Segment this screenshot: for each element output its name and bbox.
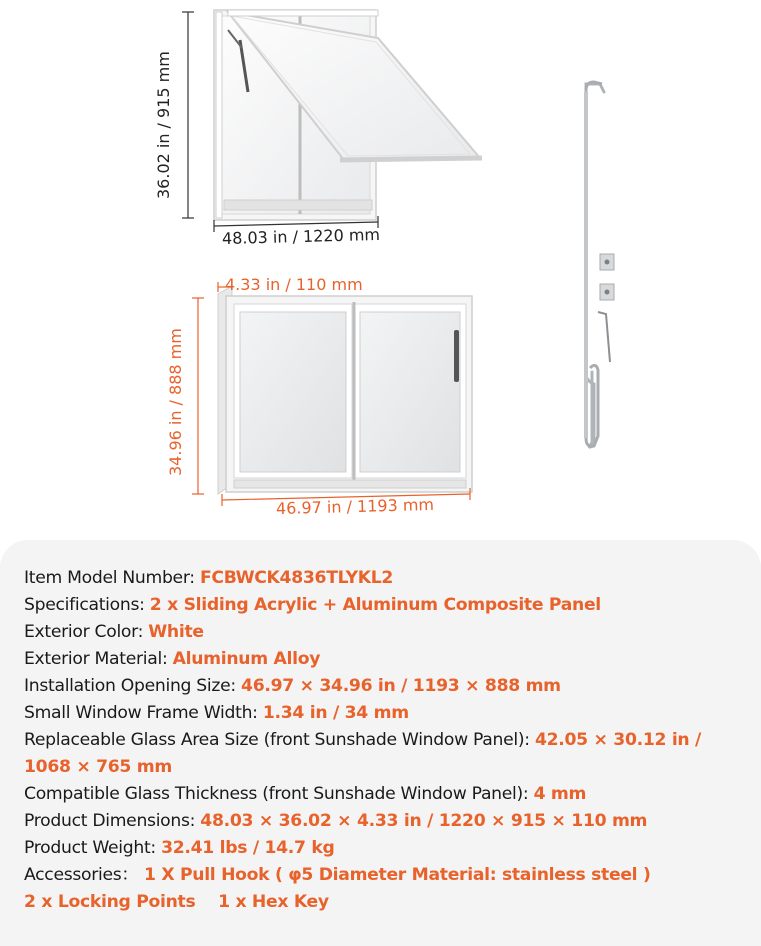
spec-glass-area (24, 727, 744, 754)
spec-opening (24, 673, 744, 700)
spec-material (24, 646, 744, 673)
sliding-window (218, 286, 472, 494)
awning-window (214, 10, 482, 220)
hex-key (598, 312, 610, 362)
spec-glass-area-cont (24, 754, 744, 781)
spec-label: Product Dimensions: (24, 811, 201, 831)
spec-specifications (24, 592, 744, 619)
spec-frame-width (24, 700, 744, 727)
spec-value: 4 mm (533, 784, 587, 804)
spec-value: White (148, 622, 204, 642)
spec-value: Aluminum Alloy (172, 649, 321, 669)
spec-label: Exterior Color: (24, 622, 149, 642)
spec-label: Item Model Number: (24, 568, 200, 588)
spec-value: 1 X Pull Hook ( φ5 Diameter Material: stainless steel ) (138, 865, 651, 885)
spec-value: 46.97 × 34.96 in / 1193 × 888 mm (241, 676, 561, 696)
spec-label: Exterior Material: (24, 649, 173, 669)
specifications-card (0, 540, 761, 946)
spec-value: 2 x Locking Points 1 x Hex Key (24, 892, 329, 912)
top-width-label: 48.03 in / 1220 mm (221, 224, 381, 249)
spec-label: Specifications: (24, 595, 150, 615)
bottom-height-label: 34.96 in / 888 mm (166, 328, 185, 476)
spec-label: Small Window Frame Width: (24, 703, 263, 723)
spec-accessories (24, 862, 744, 889)
bottom-width-label: 46.97 in / 1193 mm (275, 494, 435, 519)
spec-accessories-cont (24, 889, 744, 916)
spec-label: Installation Opening Size: (24, 676, 242, 696)
spec-glass-thickness (24, 781, 744, 808)
locking-points (600, 254, 614, 300)
spec-value: 1.34 in / 34 mm (262, 703, 409, 723)
spec-color (24, 619, 744, 646)
spec-label: Replaceable Glass Area Size (front Sunshade Window Panel): (24, 730, 535, 750)
bottom-depth-label: 4.33 in / 110 mm (225, 275, 363, 294)
spec-list (24, 565, 744, 916)
spec-value: 48.03 × 36.02 × 4.33 in / 1220 × 915 × 110 mm (200, 811, 648, 831)
top-height-label: 36.02 in / 915 mm (154, 51, 173, 199)
spec-value: 42.05 × 30.12 in / (534, 730, 702, 750)
spec-value: 1068 × 765 mm (24, 757, 172, 777)
spec-value: FCBWCK4836TLYKL2 (199, 568, 394, 588)
spec-label: Accessories： (24, 865, 139, 885)
spec-value: 32.41 lbs / 14.7 kg (161, 838, 335, 858)
spec-value: 2 x Sliding Acrylic + Aluminum Composite Panel (149, 595, 601, 615)
spec-model (24, 565, 744, 592)
spec-label: Compatible Glass Thickness (front Sunshade Window Panel): (24, 784, 534, 804)
spec-label: Product Weight: (24, 838, 162, 858)
spec-weight (24, 835, 744, 862)
spec-product-dims (24, 808, 744, 835)
